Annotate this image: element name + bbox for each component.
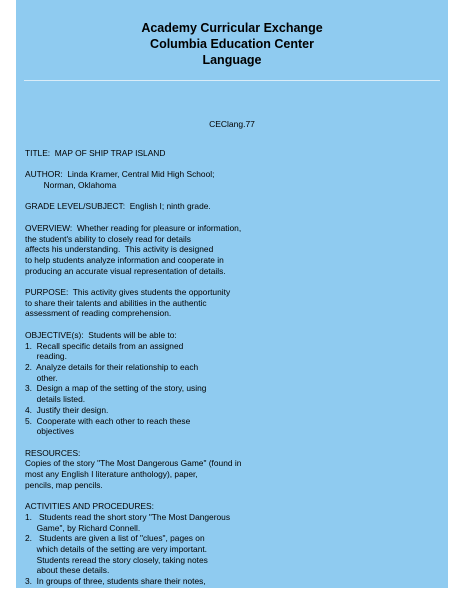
header-line-3: Language: [202, 53, 262, 67]
blank-line: [25, 490, 445, 501]
text-line: other.: [25, 372, 58, 383]
blank-line: [25, 159, 445, 170]
text-line: ACTIVITIES AND PROCEDURES:: [25, 501, 154, 512]
document-header: [16, 0, 448, 68]
text-line: Norman, Oklahoma: [25, 180, 117, 191]
header-line-2: Columbia Education Center: [150, 37, 314, 51]
text-line: most any English I literature anthology), paper,: [25, 469, 198, 479]
text-line: to help students analyze information and cooperate in: [25, 254, 224, 265]
text-line: PURPOSE: This activity gives students the opportunity: [25, 287, 231, 298]
text-line: reading.: [25, 351, 67, 362]
text-line: OVERVIEW: Whether reading for pleasure or information,: [25, 222, 242, 233]
text-line: RESOURCES:: [25, 447, 81, 458]
header-divider: [24, 80, 440, 81]
text-line: to share their talents and abilities in the authentic: [25, 297, 207, 308]
text-line: AUTHOR: Linda Kramer, Central Mid High School;: [25, 169, 215, 180]
text-line: the student's ability to closely read for details: [25, 233, 191, 244]
text-line: Copies of the story "The Most Dangerous Game" (found in: [25, 458, 242, 469]
text-line: 3. In groups of three, students share their notes,: [25, 576, 206, 587]
document-page: [16, 0, 448, 588]
blank-line: [25, 319, 445, 330]
blank-line: [25, 276, 445, 287]
text-line: GRADE LEVEL/SUBJECT: English I; ninth grade.: [25, 201, 211, 212]
text-line: affects his understanding. This activity is designed: [25, 244, 214, 255]
document-body: [25, 148, 445, 587]
text-line: about these details.: [25, 565, 110, 576]
text-line: assessment of reading comprehension.: [25, 308, 172, 319]
text-line: 5. Cooperate with each other to reach these: [25, 415, 191, 426]
text-line: 1. Students read the short story "The Most Dangerous: [25, 511, 231, 522]
text-line: pencils, map pencils.: [25, 479, 103, 490]
blank-line: [25, 191, 445, 202]
document-code: CEClang.77: [209, 119, 255, 129]
header-line-1: Academy Curricular Exchange: [141, 21, 323, 35]
text-line: OBJECTIVE(s): Students will be able to:: [25, 329, 177, 340]
text-line: TITLE: MAP OF SHIP TRAP ISLAND: [25, 148, 166, 158]
blank-line: [25, 437, 445, 448]
text-line: Game", by Richard Connell.: [25, 522, 141, 533]
blank-line: [25, 212, 445, 223]
text-line: details listed.: [25, 394, 86, 405]
text-line: producing an accurate visual representation of details.: [25, 265, 226, 276]
text-line: 3. Design a map of the setting of the story, using: [25, 383, 207, 394]
text-line: which details of the setting are very important.: [25, 543, 208, 554]
text-line: 4. Justify their design.: [25, 404, 109, 415]
text-line: 1. Recall specific details from an assigned: [25, 340, 184, 351]
text-line: 2. Students are given a list of "clues", pages on: [25, 533, 205, 544]
text-line: 2. Analyze details for their relationship to each: [25, 361, 199, 372]
text-line: Students reread the story closely, taking notes: [25, 554, 208, 565]
text-line: objectives: [25, 426, 74, 437]
